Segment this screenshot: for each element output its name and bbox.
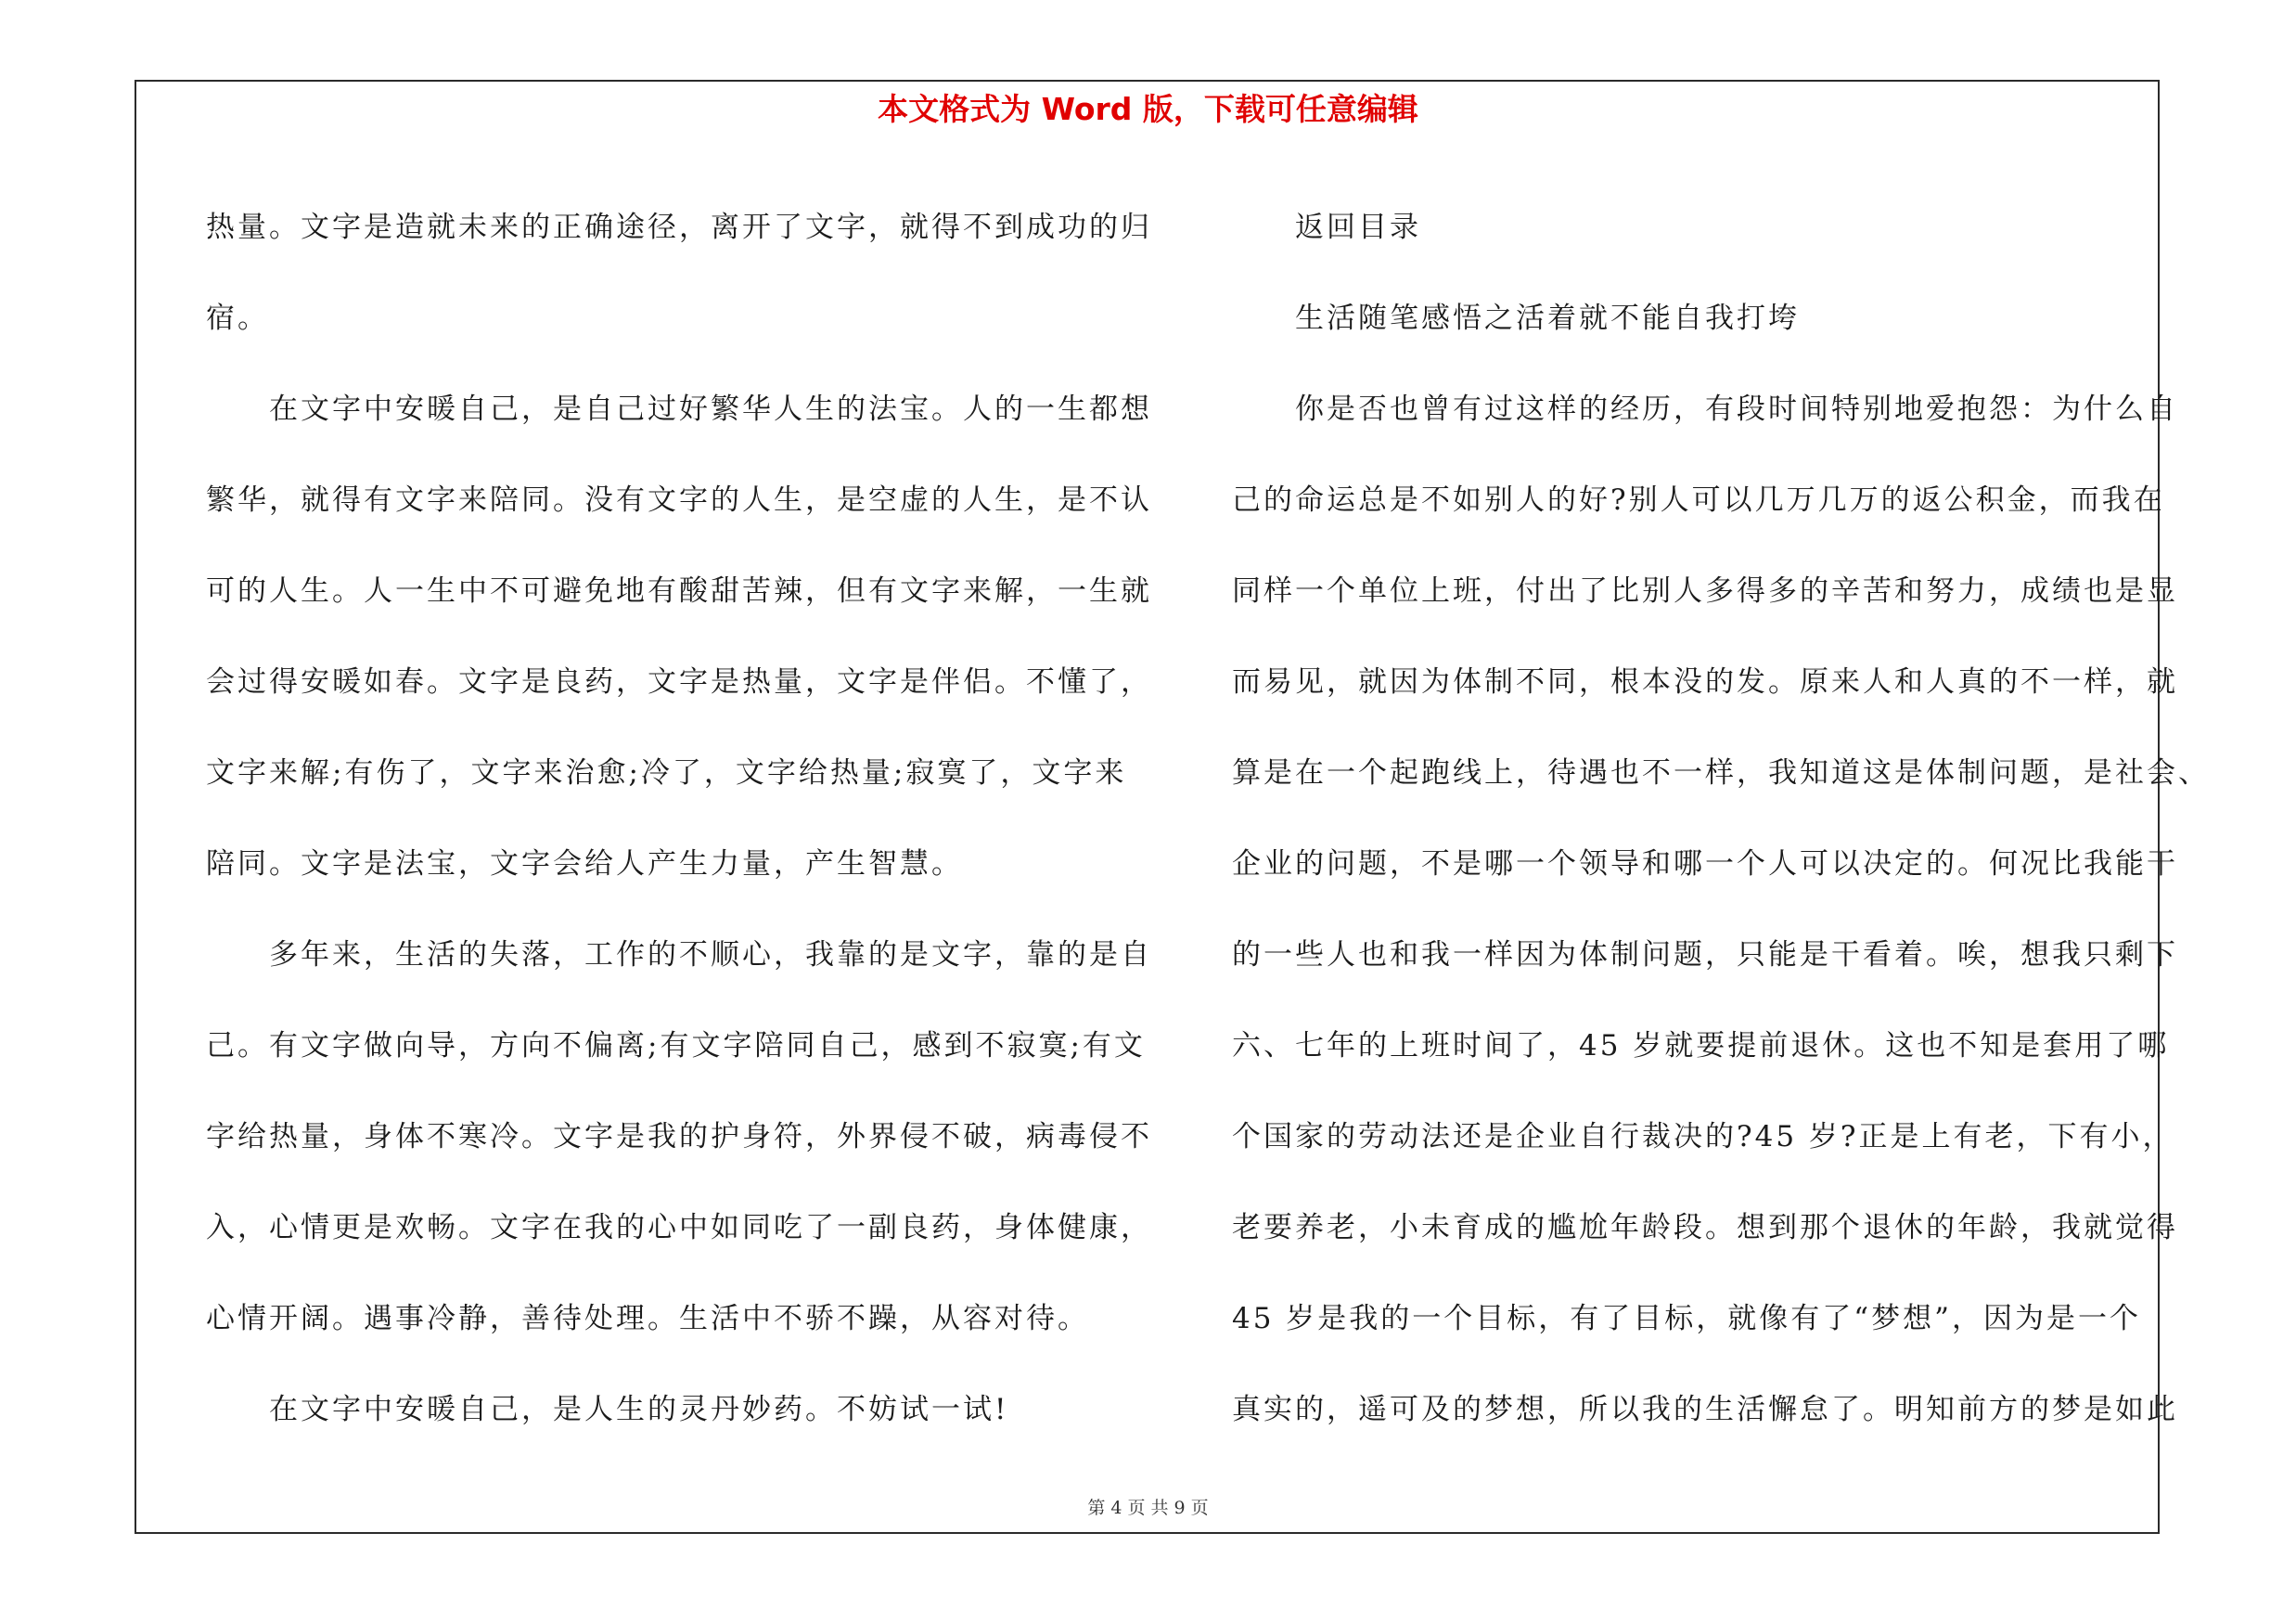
text-line: 同样一个单位上班，付出了比别人多得多的辛苦和努力，成绩也是显 xyxy=(1232,574,2178,608)
text-line: 你是否也曾有过这样的经历，有段时间特别地爱抱怨：为什么自 xyxy=(1295,393,2178,426)
text-line: 生活随笔感悟之活着就不能自我打垮 xyxy=(1295,302,1800,335)
text-line: 算是在一个起跑线上，待遇也不一样，我知道这是体制问题，是社会、 xyxy=(1232,756,2210,790)
text-line: 心情开阔。遇事冷静，善待处理。生活中不骄不躁，从容对待。 xyxy=(206,1302,1089,1335)
text-line: 返回目录 xyxy=(1295,211,1421,244)
text-line: 宿。 xyxy=(206,302,269,335)
format-banner: 本文格式为 Word 版，下载可任意编辑 xyxy=(878,91,1418,127)
text-line: 陪同。文字是法宝，文字会给人产生力量，产生智慧。 xyxy=(206,847,963,881)
text-line: 在文字中安暖自己，是人生的灵丹妙药。不妨试一试! xyxy=(269,1393,1009,1426)
left-text-column xyxy=(206,182,1152,1455)
text-line: 老要养老，小未育成的尴尬年龄段。想到那个退休的年龄，我就觉得 xyxy=(1232,1211,2178,1244)
text-line: 真实的，遥可及的梦想，所以我的生活懈怠了。明知前方的梦是如此 xyxy=(1232,1393,2178,1426)
text-line: 热量。文字是造就未来的正确途径，离开了文字，就得不到成功的归 xyxy=(206,211,1152,244)
text-line: 己。有文字做向导，方向不偏离;有文字陪同自己，感到不寂寞;有文 xyxy=(206,1029,1146,1063)
text-line: 繁华，就得有文字来陪同。没有文字的人生，是空虚的人生，是不认 xyxy=(206,483,1152,517)
text-line: 多年来，生活的失落，工作的不顺心，我靠的是文字，靠的是自 xyxy=(269,938,1152,972)
text-line: 文字来解;有伤了，文字来治愈;冷了，文字给热量;寂寞了，文字来 xyxy=(206,756,1127,790)
text-line: 六、七年的上班时间了，45 岁就要提前退休。这也不知是套用了哪 xyxy=(1232,1029,2170,1063)
text-line: 字给热量，身体不寒冷。文字是我的护身符，外界侵不破，病毒侵不 xyxy=(206,1120,1152,1153)
text-line: 个国家的劳动法还是企业自行裁决的?45 岁?正是上有老，下有小， xyxy=(1232,1120,2174,1153)
text-line: 己的命运总是不如别人的好?别人可以几万几万的返公积金，而我在 xyxy=(1232,483,2165,517)
text-line: 45 岁是我的一个目标，有了目标，就像有了“梦想”，因为是一个 xyxy=(1232,1302,2141,1335)
text-line: 在文字中安暖自己，是自己过好繁华人生的法宝。人的一生都想 xyxy=(269,393,1152,426)
text-line: 的一些人也和我一样因为体制问题，只能是干看着。唉，想我只剩下 xyxy=(1232,938,2178,972)
text-line: 而易见，就因为体制不同，根本没的发。原来人和人真的不一样，就 xyxy=(1232,665,2178,699)
page-number-footer: 第 4 页 共 9 页 xyxy=(1087,1498,1209,1518)
text-line: 企业的问题，不是哪一个领导和哪一个人可以决定的。何况比我能干 xyxy=(1232,847,2178,881)
text-line: 可的人生。人一生中不可避免地有酸甜苦辣，但有文字来解，一生就 xyxy=(206,574,1152,608)
right-text-column xyxy=(1232,182,2210,1455)
text-line: 入，心情更是欢畅。文字在我的心中如同吃了一副良药，身体健康， xyxy=(206,1211,1152,1244)
text-line: 会过得安暖如春。文字是良药，文字是热量，文字是伴侣。不懂了， xyxy=(206,665,1152,699)
